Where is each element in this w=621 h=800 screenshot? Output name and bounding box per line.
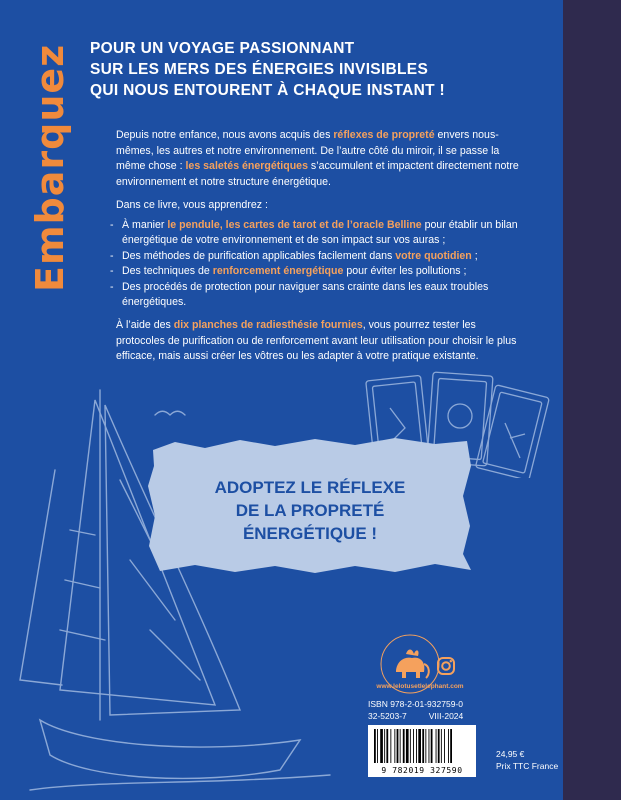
- text: s’accumulent et impactent directement notre environnement et notre structure énergétique.: [116, 160, 519, 188]
- barcode-bar: [444, 729, 445, 763]
- barcode-bar: [450, 729, 452, 763]
- text: , vous pourrez tester les protocoles de purification ou de renforcement avant leur utilisation pour choisir le plus efficace, mais aussi créer les vôtres ou les adapter à votre pratique existante.: [116, 319, 517, 362]
- sailboat-illustration: [0, 360, 360, 800]
- paragraph-learn: [116, 198, 526, 311]
- headline: [90, 38, 550, 101]
- barcode-bar: [397, 729, 399, 763]
- highlight: renforcement énergétique: [212, 265, 344, 277]
- barcode-bar: [448, 729, 449, 763]
- list-intro: Dans ce livre, vous apprendrez :: [116, 199, 268, 211]
- isbn-code-1: 32-5203-7: [368, 711, 407, 721]
- barcode-bar: [418, 729, 421, 763]
- isbn-block: [368, 698, 463, 722]
- list-item: [110, 264, 526, 280]
- text: Des méthodes de purification applicables facilement dans: [122, 249, 396, 262]
- highlight: les saletés énergétiques: [185, 160, 308, 172]
- headline-line-3: QUI NOUS ENTOURENT À CHAQUE INSTANT !: [90, 82, 445, 99]
- cta-line-1: ADOPTEZ LE RÉFLEXE: [214, 478, 406, 497]
- isbn-line: ISBN 978-2-01-932759-0: [368, 699, 463, 709]
- barcode-bar: [380, 729, 383, 763]
- text: Depuis notre enfance, nous avons acquis des: [116, 129, 334, 141]
- barcode-bar: [422, 729, 424, 763]
- barcode: [368, 725, 476, 777]
- highlight: le pendule, les cartes de tarot et de l’oracle Belline: [167, 218, 422, 231]
- list-item: [110, 249, 526, 265]
- publisher-url[interactable]: www.lelotusetlelephant.com: [376, 683, 464, 690]
- paragraph-intro: [116, 128, 526, 190]
- barcode-bar: [384, 729, 385, 763]
- highlight: votre quotidien: [395, 249, 472, 262]
- instagram-icon[interactable]: [436, 656, 456, 676]
- price-note: Prix TTC France: [496, 761, 559, 771]
- isbn-code-2: VIII-2024: [428, 711, 464, 721]
- barcode-bar: [436, 729, 437, 763]
- barcode-bar: [438, 729, 440, 763]
- cta-line-3: ÉNERGÉTIQUE !: [242, 524, 378, 543]
- text: À l’aide des: [116, 319, 174, 331]
- barcode-bar: [377, 729, 378, 763]
- headline-line-1: POUR UN VOYAGE PASSIONNANT: [90, 40, 355, 57]
- text: Des techniques de: [122, 265, 213, 277]
- barcode-bar: [386, 729, 388, 763]
- barcode-bars: [368, 725, 476, 765]
- barcode-bar: [410, 729, 411, 763]
- text: pour éviter les pollutions ;: [343, 265, 467, 277]
- barcode-digits: 9 782019 327590: [381, 766, 463, 775]
- barcode-bar: [413, 729, 414, 763]
- barcode-bar: [431, 729, 433, 763]
- price: 24,95 €: [496, 749, 525, 759]
- list-item: [110, 218, 526, 249]
- barcode-bar: [400, 729, 401, 763]
- highlight: réflexes de propreté: [333, 129, 435, 141]
- text: Des procédés de protection pour naviguer sans crainte dans les eaux troubles énergétiques.: [122, 280, 489, 308]
- vertical-title: Embarquez: [28, 43, 72, 292]
- barcode-bar: [416, 729, 417, 763]
- barcode-bar: [394, 729, 395, 763]
- learn-list: [116, 218, 526, 311]
- barcode-bar: [441, 729, 442, 763]
- book-spine: [563, 0, 621, 800]
- paragraph-planches: [116, 318, 526, 365]
- barcode-bar: [429, 729, 430, 763]
- barcode-bar: [390, 729, 391, 763]
- barcode-bar: [374, 729, 376, 763]
- cta-line-2: DE LA PROPRETÉ: [235, 501, 385, 520]
- barcode-bar: [403, 729, 405, 763]
- headline-line-2: SUR LES MERS DES ÉNERGIES INVISIBLES: [90, 61, 429, 78]
- barcode-bar: [425, 729, 426, 763]
- call-to-action: [160, 476, 460, 545]
- barcode-bar: [406, 729, 409, 763]
- text: À manier: [122, 218, 168, 231]
- text: pour établir un bilan énergétique de votre environnement et de son impact sur vos auras ;: [122, 218, 518, 246]
- price-block: [496, 748, 558, 772]
- text: ;: [471, 249, 478, 262]
- text: envers nous-mêmes, les autres et notre environnement. De l’autre côté du miroir, il se passe la même chose :: [116, 129, 500, 172]
- highlight: dix planches de radiesthésie fournies: [173, 319, 363, 331]
- list-item: [110, 280, 526, 311]
